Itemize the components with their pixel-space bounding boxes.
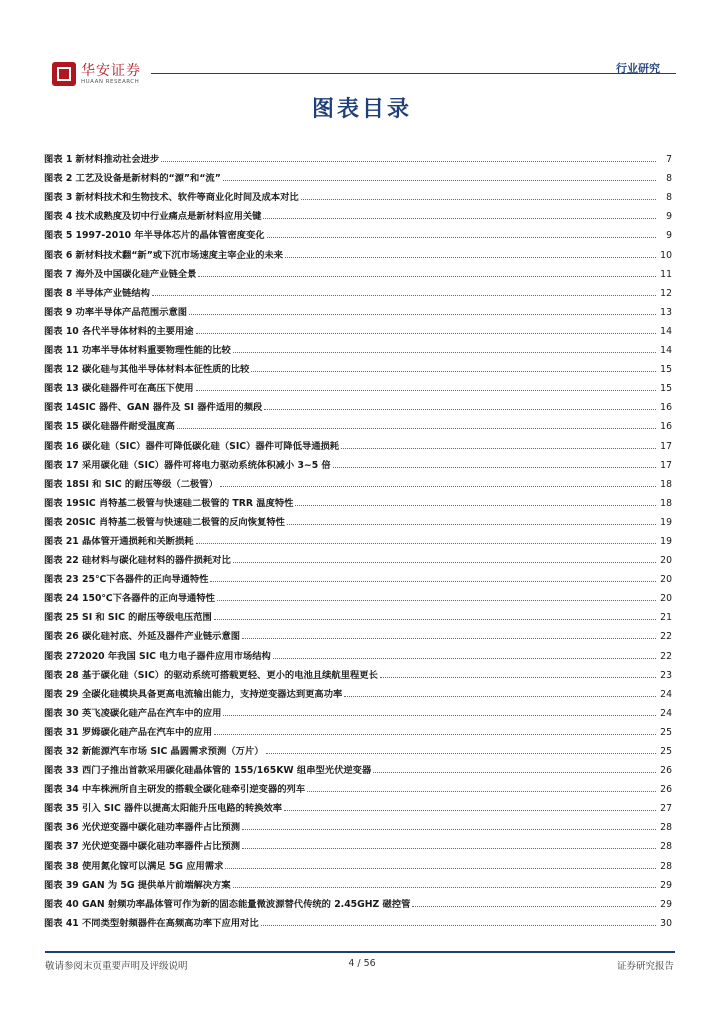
toc-entry[interactable] — [44, 203, 672, 222]
toc-entry-label: 图表 13 碳化硅器件可在高压下使用 — [44, 383, 194, 395]
toc-entry[interactable] — [44, 623, 672, 642]
toc-entry-label: 图表 14SIC 器件、GAN 器件及 SI 器件适用的频段 — [44, 402, 263, 414]
toc-entry-label: 图表 16 碳化硅（SIC）器件可降低碳化硅（SIC）器件可降低导通损耗 — [44, 440, 340, 452]
toc-entry-page: 25 — [660, 726, 672, 738]
toc-dot-leader — [341, 448, 656, 449]
toc-entry-label: 图表 1 新材料推动社会进步 — [44, 154, 160, 166]
toc-entry[interactable] — [44, 795, 672, 814]
toc-entry-page: 9 — [666, 211, 672, 223]
toc-entry-page: 8 — [666, 192, 672, 204]
toc-dot-leader — [210, 581, 656, 582]
toc-entry-page: 29 — [660, 879, 672, 891]
toc-dot-leader — [242, 848, 656, 849]
toc-entry-label: 图表 28 基于碳化硅（SIC）的驱动系统可搭载更轻、更小的电池且续航里程更长 — [44, 669, 378, 681]
toc-entry-page: 15 — [660, 364, 672, 376]
toc-dot-leader — [242, 829, 656, 830]
toc-entry-label: 图表 3 新材料技术和生物技术、软件等商业化时间及成本对比 — [44, 192, 299, 204]
toc-entry[interactable] — [44, 891, 672, 910]
toc-entry[interactable] — [44, 528, 672, 547]
toc-entry-page: 28 — [660, 822, 672, 834]
toc-entry-page: 18 — [660, 478, 672, 490]
toc-dot-leader — [251, 371, 656, 372]
toc-entry-page: 25 — [660, 746, 672, 757]
toc-entry-page: 14 — [660, 345, 672, 357]
footer-disclaimer: 敬请参阅末页重要声明及评级说明 — [45, 961, 188, 972]
toc-entry[interactable] — [44, 241, 672, 260]
toc-entry-page: 15 — [660, 383, 672, 395]
toc-entry-page: 19 — [660, 516, 672, 528]
toc-entry-label: 图表 17 采用碳化硅（SIC）器件可将电力驱动系统体积减小 3~5 倍 — [44, 459, 331, 471]
logo-mark — [57, 67, 71, 81]
toc-dot-leader — [198, 276, 656, 277]
toc-entry[interactable] — [44, 833, 672, 852]
toc-entry[interactable] — [44, 184, 672, 203]
toc-entry-page: 30 — [660, 917, 672, 929]
table-of-figures — [44, 146, 672, 929]
toc-entry-label: 图表 18SI 和 SIC 的耐压等级（二极管） — [44, 478, 218, 490]
toc-entry-page: 20 — [660, 555, 672, 567]
toc-entry-label: 图表 32 新能源汽车市场 SIC 晶圆需求预测（万片） — [44, 746, 264, 757]
toc-entry-page: 19 — [660, 535, 672, 547]
toc-entry-page: 27 — [660, 803, 672, 815]
toc-entry-label: 图表 40 GAN 射频功率晶体管可作为新的固态能量微波源替代传统的 2.45GHZ 磁控管 — [44, 898, 411, 910]
toc-dot-leader — [373, 772, 656, 773]
toc-entry-label: 图表 2 工艺及设备是新材料的“源”和“流” — [44, 173, 221, 185]
toc-entry-page: 20 — [660, 574, 672, 586]
toc-entry[interactable] — [44, 585, 672, 604]
toc-dot-leader — [285, 257, 656, 258]
toc-entry[interactable] — [44, 681, 672, 700]
toc-entry-page: 16 — [660, 421, 672, 433]
toc-entry-page: 22 — [660, 650, 672, 662]
footer-divider — [45, 951, 675, 953]
toc-entry-label: 图表 4 技术成熟度及切中行业痛点是新材料应用关键 — [44, 211, 262, 223]
toc-entry-page: 22 — [660, 631, 672, 643]
toc-dot-leader — [267, 237, 656, 238]
toc-entry[interactable] — [44, 299, 672, 318]
toc-dot-leader — [307, 791, 656, 792]
toc-entry-label: 图表 39 GAN 为 5G 提供单片前端解决方案 — [44, 879, 231, 891]
toc-entry-page: 26 — [660, 765, 672, 777]
toc-dot-leader — [214, 734, 656, 735]
toc-entry[interactable] — [44, 471, 672, 490]
toc-entry-label: 图表 21 晶体管开通损耗和关断损耗 — [44, 535, 194, 547]
company-logo-icon — [52, 62, 76, 86]
page-header — [45, 60, 675, 90]
toc-entry-label: 图表 9 功率半导体产品范围示意图 — [44, 306, 188, 318]
toc-entry-page: 29 — [660, 898, 672, 910]
toc-entry[interactable] — [44, 146, 672, 165]
toc-entry-page: 18 — [660, 497, 672, 509]
toc-dot-leader — [412, 906, 656, 907]
toc-entry-page: 28 — [660, 841, 672, 853]
toc-entry[interactable] — [44, 814, 672, 833]
toc-dot-leader — [284, 810, 656, 811]
header-divider — [151, 73, 676, 74]
toc-entry[interactable] — [44, 872, 672, 891]
page-title: 图表目录 — [311, 96, 412, 122]
toc-dot-leader — [301, 199, 656, 200]
brand-subtitle: HUAAN RESEARCH — [81, 79, 140, 85]
toc-entry-page: 11 — [660, 268, 672, 280]
toc-dot-leader — [344, 696, 656, 697]
toc-dot-leader — [287, 524, 656, 525]
toc-entry[interactable] — [44, 852, 672, 871]
toc-dot-leader — [220, 486, 656, 487]
toc-dot-leader — [233, 352, 656, 353]
toc-entry-label: 图表 31 罗姆碳化硅产品在汽车中的应用 — [44, 726, 213, 738]
toc-entry[interactable] — [44, 280, 672, 299]
toc-entry[interactable] — [44, 165, 672, 184]
toc-entry-label: 图表 38 使用氮化镓可以满足 5G 应用需求 — [44, 860, 224, 872]
toc-dot-leader — [196, 390, 656, 391]
toc-dot-leader — [263, 218, 656, 219]
toc-entry-label: 图表 29 全碳化硅模块具备更高电流输出能力，支持逆变器达到更高功率 — [44, 688, 343, 700]
toc-entry[interactable] — [44, 413, 672, 432]
toc-entry-page: 24 — [660, 707, 672, 719]
toc-entry[interactable] — [44, 547, 672, 566]
toc-entry[interactable] — [44, 662, 672, 681]
toc-entry[interactable] — [44, 566, 672, 585]
toc-entry[interactable] — [44, 604, 672, 623]
toc-entry-label: 图表 37 光伏逆变器中碳化硅功率器件占比预测 — [44, 841, 241, 853]
toc-entry[interactable] — [44, 776, 672, 795]
toc-entry-label: 图表 20SIC 肖特基二极管与快速硅二极管的反向恢复特性 — [44, 516, 285, 528]
toc-dot-leader — [266, 753, 656, 754]
toc-entry-page: 12 — [660, 287, 672, 299]
toc-entry[interactable] — [44, 356, 672, 375]
toc-entry-page: 21 — [660, 612, 672, 624]
toc-entry-label: 图表 15 碳化硅器件耐受温度高 — [44, 421, 175, 433]
toc-entry-page: 17 — [660, 459, 672, 471]
toc-entry-page: 23 — [660, 669, 672, 681]
toc-dot-leader — [295, 505, 656, 506]
toc-entry-page: 9 — [666, 230, 672, 242]
toc-entry-page: 8 — [666, 173, 672, 185]
toc-entry-label: 图表 34 中车株洲所自主研发的搭载全碳化硅牵引逆变器的列车 — [44, 784, 306, 796]
toc-entry-label: 图表 30 英飞凌碳化硅产品在汽车中的应用 — [44, 707, 222, 719]
toc-entry-label: 图表 8 半导体产业链结构 — [44, 287, 150, 299]
toc-entry-label: 图表 35 引入 SIC 器件以提高太阳能升压电路的转换效率 — [44, 803, 283, 815]
toc-entry-page: 13 — [660, 306, 672, 318]
toc-dot-leader — [223, 715, 656, 716]
toc-entry[interactable] — [44, 222, 672, 241]
toc-entry-page: 7 — [666, 154, 672, 166]
toc-entry[interactable] — [44, 375, 672, 394]
toc-entry-label: 图表 12 碳化硅与其他半导体材料本征性质的比较 — [44, 364, 250, 376]
toc-entry[interactable] — [44, 910, 672, 929]
toc-entry-label: 图表 23 25℃下各器件的正向导通特性 — [44, 574, 209, 586]
toc-entry[interactable] — [44, 490, 672, 509]
toc-entry-label: 图表 36 光伏逆变器中碳化硅功率器件占比预测 — [44, 822, 241, 834]
toc-entry-label: 图表 24 150℃下各器件的正向导通特性 — [44, 593, 215, 605]
toc-entry[interactable] — [44, 452, 672, 471]
toc-dot-leader — [261, 925, 656, 926]
toc-entry-page: 28 — [660, 860, 672, 872]
toc-entry-label: 图表 6 新材料技术翻“新”或下沉市场速度主宰企业的未来 — [44, 249, 283, 261]
toc-entry-label: 图表 25 SI 和 SIC 的耐压等级电压范围 — [44, 612, 212, 624]
toc-dot-leader — [225, 868, 656, 869]
toc-entry-label: 图表 10 各代半导体材料的主要用途 — [44, 325, 194, 337]
page-number: 4 / 56 — [348, 958, 376, 969]
toc-dot-leader — [189, 314, 656, 315]
toc-entry-label: 图表 5 1997-2010 年半导体芯片的晶体管密度变化 — [44, 230, 265, 242]
toc-entry[interactable] — [44, 432, 672, 451]
footer-report-type: 证券研究报告 — [616, 961, 674, 972]
toc-dot-leader — [161, 161, 656, 162]
toc-entry-page: 20 — [660, 593, 672, 605]
toc-dot-leader — [242, 638, 656, 639]
toc-entry-page: 10 — [660, 249, 672, 261]
toc-entry-label: 图表 41 不同类型射频器件在高频高功率下应用对比 — [44, 917, 259, 929]
toc-entry[interactable] — [44, 719, 672, 738]
toc-entry-label: 图表 19SIC 肖特基二极管与快速硅二极管的 TRR 温度特性 — [44, 497, 294, 509]
toc-entry[interactable] — [44, 261, 672, 280]
toc-entry-page: 17 — [660, 440, 672, 452]
toc-entry-page: 16 — [660, 402, 672, 414]
toc-entry-label: 图表 11 功率半导体材料重要物理性能的比较 — [44, 345, 231, 357]
toc-dot-leader — [333, 467, 656, 468]
toc-entry-label: 图表 22 硅材料与碳化硅材料的器件损耗对比 — [44, 555, 231, 567]
toc-entry-page: 24 — [660, 688, 672, 700]
toc-dot-leader — [233, 887, 656, 888]
toc-dot-leader — [196, 333, 656, 334]
toc-dot-leader — [223, 180, 656, 181]
toc-entry-label: 图表 272020 年我国 SIC 电力电子器件应用市场结构 — [44, 650, 271, 662]
toc-entry[interactable] — [44, 318, 672, 337]
toc-entry[interactable] — [44, 700, 672, 719]
toc-entry-label: 图表 26 碳化硅衬底、外延及器件产业链示意图 — [44, 631, 241, 643]
toc-entry[interactable] — [44, 394, 672, 413]
toc-dot-leader — [152, 295, 656, 296]
toc-dot-leader — [233, 562, 656, 563]
toc-entry-page: 14 — [660, 325, 672, 337]
toc-entry-label: 图表 33 西门子推出首款采用碳化硅晶体管的 155/165KW 组串型光伏逆变器 — [44, 765, 372, 777]
toc-entry[interactable] — [44, 642, 672, 661]
toc-dot-leader — [217, 600, 656, 601]
toc-dot-leader — [196, 543, 656, 544]
toc-entry-label: 图表 7 海外及中国碳化硅产业链全景 — [44, 268, 197, 280]
toc-entry[interactable] — [44, 509, 672, 528]
toc-dot-leader — [380, 677, 656, 678]
toc-entry-page: 26 — [660, 784, 672, 796]
toc-entry[interactable] — [44, 337, 672, 356]
toc-dot-leader — [177, 428, 656, 429]
toc-dot-leader — [273, 658, 656, 659]
toc-dot-leader — [214, 619, 656, 620]
toc-entry[interactable] — [44, 738, 672, 757]
brand-name: 华安证券 — [81, 63, 141, 79]
section-label: 行业研究 — [616, 62, 660, 75]
toc-dot-leader — [264, 409, 656, 410]
toc-entry[interactable] — [44, 757, 672, 776]
